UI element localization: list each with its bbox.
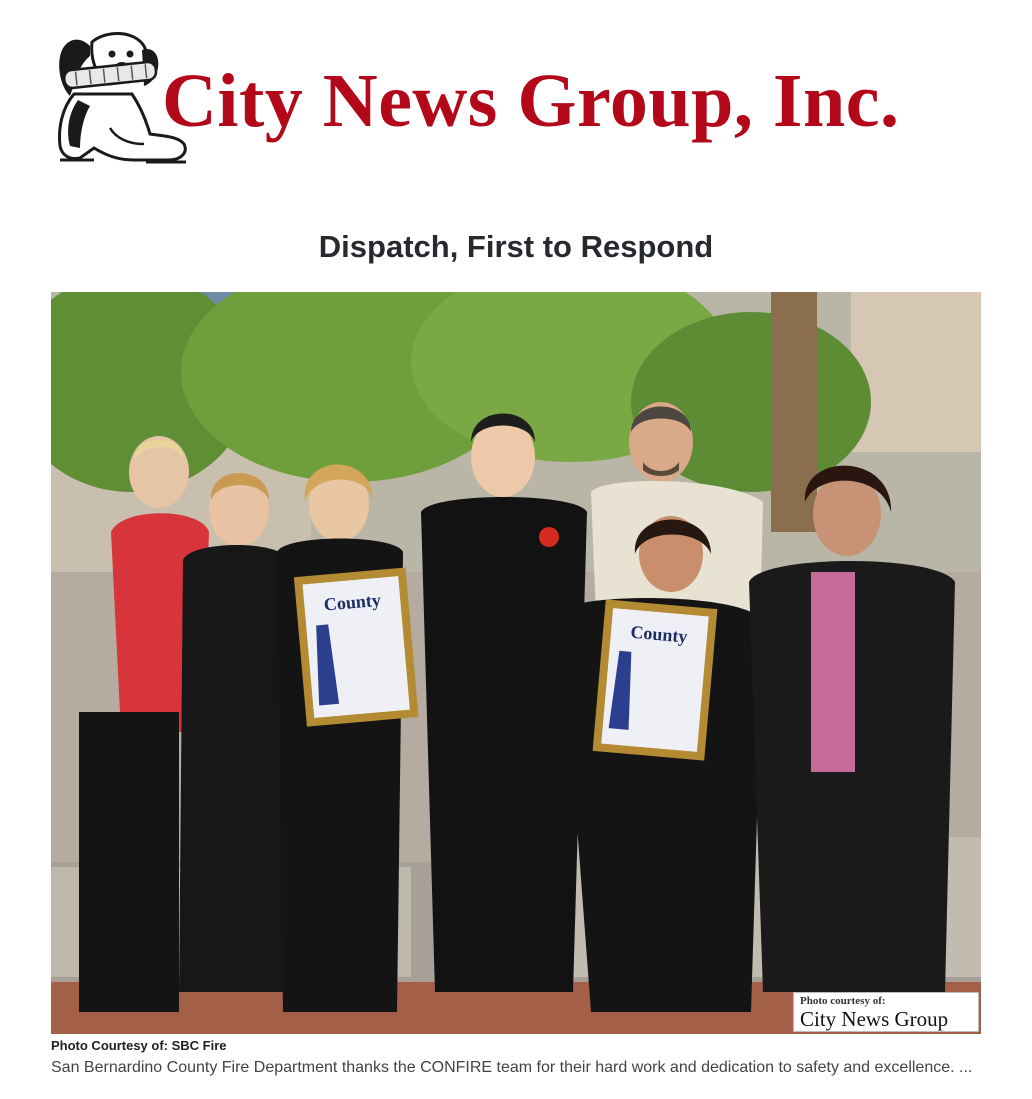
group-photo-illustration: [51, 292, 981, 1034]
brand-name[interactable]: City News Group, Inc.: [162, 59, 900, 143]
certificate-heading-right: County: [629, 621, 689, 647]
article-headline: Dispatch, First to Respond: [318, 228, 714, 264]
article-photo[interactable]: [51, 292, 981, 1034]
watermark-brand: City News Group: [800, 1007, 949, 1031]
watermark-courtesy-label: Photo courtesy of:: [800, 995, 886, 1007]
photo-watermark: [793, 992, 979, 1032]
article-summary[interactable]: San Bernardino County Fire Department thanks the CONFIRE team for their hard work and dedication to safety and excellence. ...: [51, 1059, 973, 1076]
masthead: [50, 28, 980, 178]
photo-credit: Photo Courtesy of: SBC Fire: [51, 1038, 227, 1053]
certificate-heading-left: County: [323, 589, 382, 615]
